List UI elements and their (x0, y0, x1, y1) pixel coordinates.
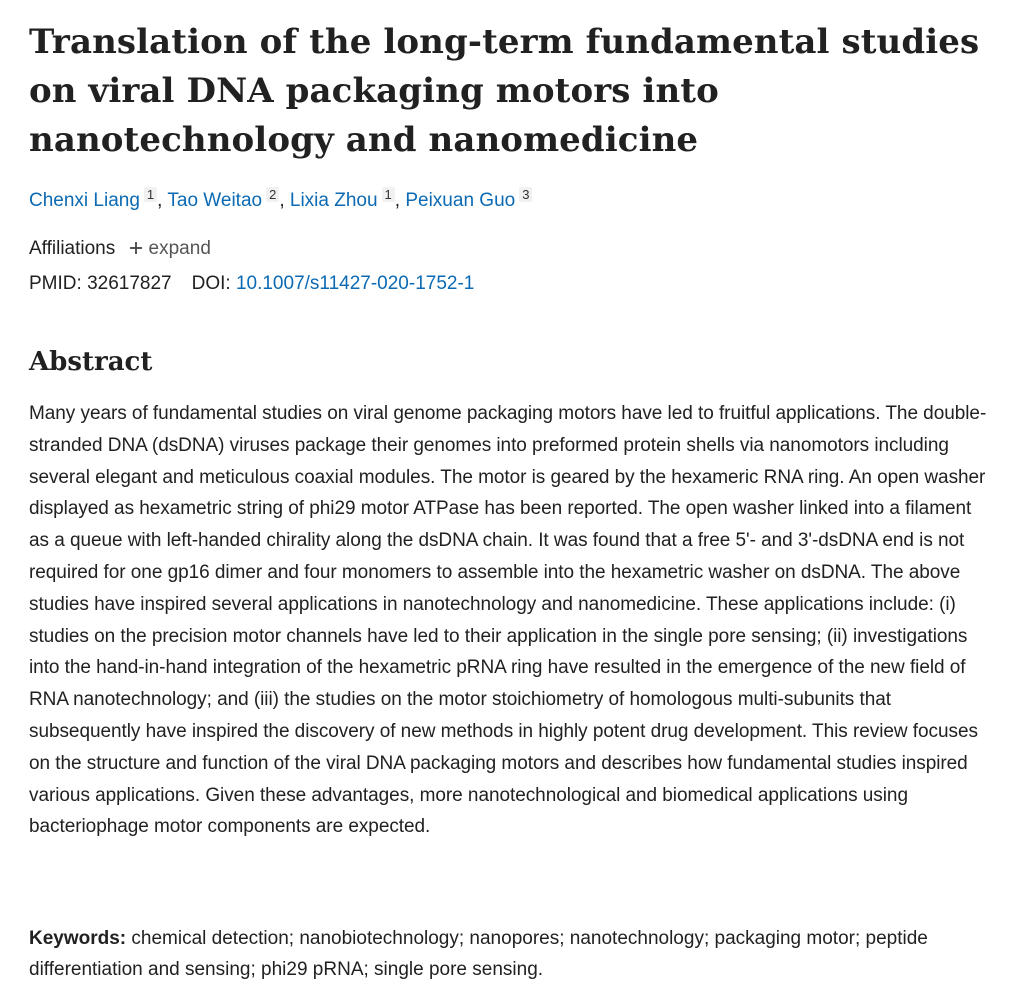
doi-label: DOI: (191, 273, 236, 294)
author-separator: , (394, 190, 406, 211)
keywords-label: Keywords: (29, 928, 127, 949)
article-title: Translation of the long-term fundamental studies on viral DNA packaging motors into nanotechnology and nanomedicine (29, 22, 980, 160)
affiliation-ref[interactable]: 1 (382, 187, 395, 202)
abstract-text: Many years of fundamental studies on viral genome packaging motors have led to fruitful applications. The double-stranded DNA (dsDNA) viruses package their genomes into preformed protein shells via nanomotors including several elegant and meticulous coaxial modules. The motor is geared by the hexameric RNA ring. An open washer displayed as hexametric string of phi29 motor ATPase has been reported. The open washer linked into a filament as a queue with left-handed chirality along the dsDNA chain. It was found that a free 5'- and 3'-dsDNA end is not required for one gp16 dimer and four monomers to assemble into the hexametric washer on dsDNA. The above studies have inspired several applications in nanotechnology and nanomedicine. These applications include: (i) studies on the precision motor channels have led to their application in the single pore sensing; (ii) investigations into the hand-in-hand integration of the hexametric pRNA ring have resulted in the emergence of the new field of RNA nanotechnology; and (iii) the studies on the motor stoichiometry of homologous multi-subunits that subsequently have inspired the discovery of new methods in highly potent drug development. This review focuses on the structure and function of the viral DNA packaging motors and describes how fundamental studies inspired various applications. Given these advantages, more nanotechnological and biomedical applications using bacteriophage motor components are expected. (29, 403, 987, 838)
author-link[interactable]: Lixia Zhou (289, 190, 378, 211)
author-link[interactable]: Peixuan Guo (405, 190, 516, 211)
author-link[interactable]: Tao Weitao (167, 190, 263, 211)
keywords (29, 923, 1004, 985)
affiliation-ref[interactable]: 2 (266, 187, 279, 202)
affiliation-ref[interactable]: 1 (144, 187, 157, 202)
keywords-text: chemical detection; nanobiotechnology; nanopores; nanotechnology; packaging motor; peptide differentiation and sensing; phi29 pRNA; single pore sensing. (29, 928, 928, 980)
author-separator: , (279, 190, 290, 211)
author-list (29, 186, 532, 216)
plus-icon (129, 241, 143, 255)
pmid-value: 32617827 (87, 273, 172, 294)
author-link[interactable]: Chenxi Liang (29, 190, 140, 211)
expand-label: expand (148, 238, 211, 259)
affiliations-label: Affiliations (29, 238, 116, 259)
author-separator: , (157, 190, 168, 211)
doi-link[interactable]: 10.1007/s11427-020-1752-1 (235, 273, 475, 294)
affiliations-row (29, 235, 211, 263)
expand-affiliations-button[interactable] (129, 238, 211, 259)
affiliation-ref[interactable]: 3 (519, 187, 532, 202)
pmid-label: PMID: (29, 273, 88, 294)
identifiers-row (29, 270, 474, 298)
abstract-heading: Abstract (29, 347, 153, 377)
